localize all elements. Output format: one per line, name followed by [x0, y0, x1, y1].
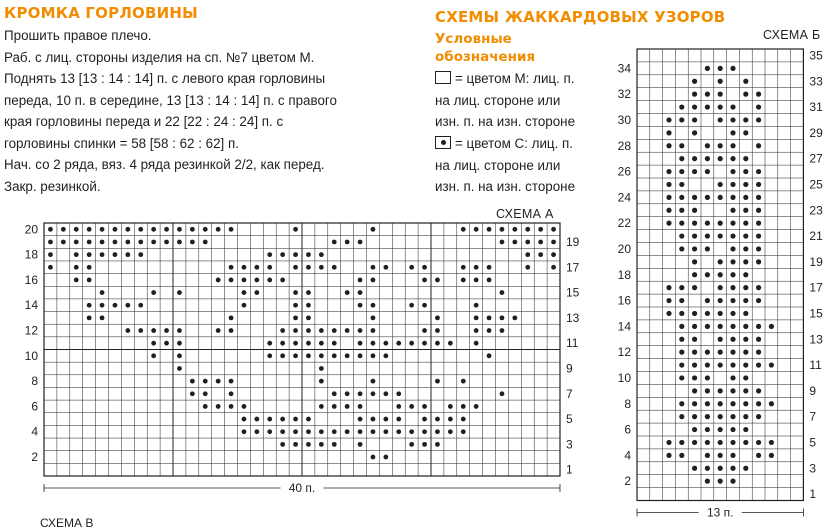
stitch-dot: [743, 182, 748, 187]
stitch-dot: [756, 414, 761, 419]
stitch-dot: [730, 195, 735, 200]
stitch-dot: [718, 350, 723, 355]
stitch-dot: [718, 66, 723, 71]
stitch-dot: [705, 453, 710, 458]
stitch-dot: [692, 324, 697, 329]
stitch-dot: [692, 130, 697, 135]
stitch-dot: [730, 169, 735, 174]
stitch-dot: [666, 440, 671, 445]
stitch-dot: [743, 324, 748, 329]
stitch-dot: [692, 414, 697, 419]
stitch-dot: [718, 479, 723, 484]
stitch-dot: [718, 156, 723, 161]
stitch-dot: [705, 350, 710, 355]
stitch-dot: [666, 453, 671, 458]
stitch-dot: [679, 169, 684, 174]
stitch-dot: [718, 337, 723, 342]
stitch-dot: [718, 427, 723, 432]
schemes-heading: СХЕМЫ ЖАККАРДОВЫХ УЗОРОВ: [435, 8, 726, 26]
stitch-dot: [743, 259, 748, 264]
instruction-line: Поднять 13 [13 : 14 : 14] п. с левого края горловины: [4, 71, 326, 86]
stitch-dot: [666, 195, 671, 200]
stitch-dot: [769, 362, 774, 367]
stitch-dot: [692, 104, 697, 109]
stitch-dot: [666, 143, 671, 148]
row-number-left: 2: [31, 450, 38, 465]
stitch-dot: [730, 298, 735, 303]
stitch-dot: [730, 362, 735, 367]
row-number-left: 16: [617, 293, 631, 308]
stitch-dot: [743, 440, 748, 445]
stitch-dot: [743, 466, 748, 471]
row-number-right: 15: [809, 306, 823, 321]
row-number-right: 5: [809, 435, 817, 450]
row-number-right: 3: [566, 437, 573, 452]
stitch-dot: [730, 350, 735, 355]
stitch-dot: [730, 117, 735, 122]
stitch-dot: [756, 337, 761, 342]
row-number-right: 11: [809, 358, 822, 373]
stitch-dot: [679, 362, 684, 367]
stitch-dot: [730, 221, 735, 226]
stitch-dot: [718, 388, 723, 393]
stitch-dot: [705, 375, 710, 380]
stitch-dot: [730, 182, 735, 187]
stitch-dot: [692, 337, 697, 342]
stitch-dot: [718, 324, 723, 329]
stitch-dot: [692, 169, 697, 174]
stitch-dot: [769, 401, 774, 406]
stitch-dot: [718, 117, 723, 122]
stitch-dot: [743, 79, 748, 84]
stitch-dot: [718, 104, 723, 109]
stitch-dot: [679, 182, 684, 187]
stitch-dot: [743, 208, 748, 213]
stitch-dot: [666, 182, 671, 187]
row-number-left: 24: [617, 190, 631, 205]
row-number-right: 9: [566, 361, 573, 376]
row-number-right: 35: [809, 48, 823, 63]
row-number-right: 3: [809, 461, 817, 476]
stitch-dot: [743, 169, 748, 174]
stitch-dot: [718, 92, 723, 97]
stitch-dot: [730, 453, 735, 458]
stitch-dot: [743, 246, 748, 251]
stitch-dot: [705, 401, 710, 406]
stitch-dot: [705, 479, 710, 484]
stitch-dot: [679, 375, 684, 380]
stitch-dot: [743, 375, 748, 380]
row-number-right: 27: [809, 151, 823, 166]
stitch-dot: [679, 195, 684, 200]
chart-a-title: СХЕМА А: [496, 207, 554, 221]
stitch-dot: [756, 221, 761, 226]
stitch-dot: [743, 414, 748, 419]
stitch-dot: [730, 401, 735, 406]
stitch-dot: [718, 182, 723, 187]
stitch-dot: [692, 285, 697, 290]
stitch-dot: [730, 104, 735, 109]
stitch-dot: [718, 401, 723, 406]
instruction-line: переда, 10 п. в середине, 13 [13 : 14 : 14] п. с правого: [4, 92, 337, 108]
row-number-left: 20: [617, 241, 631, 256]
stitch-dot: [692, 246, 697, 251]
stitch-dot: [692, 195, 697, 200]
stitch-dot: [679, 350, 684, 355]
stitch-dot: [692, 117, 697, 122]
stitch-dot: [730, 233, 735, 238]
stitch-dot: [666, 130, 671, 135]
neck-heading: КРОМКА ГОРЛОВИНЫ: [4, 4, 198, 22]
stitch-dot: [718, 285, 723, 290]
row-number-left: 32: [617, 87, 631, 102]
stitch-dot: [730, 388, 735, 393]
stitch-dot: [730, 466, 735, 471]
row-number-right: 1: [566, 462, 573, 477]
stitch-dot: [692, 272, 697, 277]
stitch-dot: [679, 414, 684, 419]
stitch-dot: [718, 259, 723, 264]
stitch-dot: [705, 427, 710, 432]
row-number-left: 6: [624, 422, 631, 437]
stitch-dot: [769, 324, 774, 329]
stitch-dot: [730, 311, 735, 316]
stitch-dot: [730, 156, 735, 161]
row-number-left: 4: [31, 424, 38, 439]
row-number-left: 34: [617, 61, 631, 76]
row-number-left: 22: [617, 216, 631, 231]
stitch-dot: [705, 233, 710, 238]
stitch-dot: [692, 350, 697, 355]
stitch-dot: [756, 324, 761, 329]
stitch-dot: [756, 233, 761, 238]
chart-b-title: СХЕМА Б: [763, 28, 821, 42]
row-number-right: 7: [809, 409, 817, 424]
stitch-dot: [666, 169, 671, 174]
instruction-line: Прошить правое плечо.: [4, 28, 152, 43]
stitch-dot: [705, 298, 710, 303]
stitch-dot: [756, 246, 761, 251]
stitch-dot: [743, 285, 748, 290]
row-number-right: 13: [809, 332, 823, 347]
instruction-line: Закр. резинкой.: [4, 178, 101, 194]
stitch-dot: [705, 156, 710, 161]
stitch-dot: [756, 117, 761, 122]
stitch-dot: [705, 66, 710, 71]
stitch-dot: [730, 414, 735, 419]
stitch-dot: [705, 324, 710, 329]
row-number-right: 21: [809, 229, 823, 244]
stitch-dot: [692, 388, 697, 393]
stitch-dot: [705, 388, 710, 393]
stitch-dot: [718, 79, 723, 84]
stitch-dot: [756, 195, 761, 200]
stitch-dot: [730, 285, 735, 290]
stitch-dot: [692, 427, 697, 432]
stitch-dot: [756, 259, 761, 264]
stitch-dot: [692, 466, 697, 471]
row-number-left: 30: [617, 112, 631, 127]
stitch-dot: [718, 311, 723, 316]
row-number-left: 10: [24, 348, 38, 363]
row-number-right: 13: [566, 310, 580, 325]
stitch-dot: [666, 311, 671, 316]
row-number-right: 31: [809, 100, 823, 115]
stitch-dot: [705, 440, 710, 445]
instruction-line: края горловины переда и 22 [22 : 24 : 24] п. с: [4, 114, 284, 129]
legend-line: = цветом М: лиц. п.: [455, 71, 575, 86]
stitch-dot: [730, 272, 735, 277]
stitch-dot: [756, 92, 761, 97]
stitch-dot: [692, 375, 697, 380]
stitch-dot: [692, 208, 697, 213]
stitch-dot: [756, 208, 761, 213]
stitch-dot: [692, 401, 697, 406]
legend-line: на лиц. стороне или: [435, 157, 561, 173]
stitch-dot: [730, 143, 735, 148]
row-number-right: 19: [809, 254, 823, 269]
stitch-dot: [743, 298, 748, 303]
stitch-dot: [679, 221, 684, 226]
stitch-dot: [756, 401, 761, 406]
stitch-dot: [718, 233, 723, 238]
stitch-dot: [718, 298, 723, 303]
stitch-dot: [730, 375, 735, 380]
stitch-dot: [756, 362, 761, 367]
stitch-dot: [705, 272, 710, 277]
stitch-dot: [756, 453, 761, 458]
row-number-right: 29: [809, 125, 823, 140]
width-label: 13 п.: [706, 505, 734, 520]
stitch-dot: [743, 130, 748, 135]
legend-line: изн. п. на изн. стороне: [435, 114, 576, 129]
stitch-dot: [756, 350, 761, 355]
stitch-dot: [730, 479, 735, 484]
instruction-line: Раб. с лиц. стороны изделия на сп. №7 цветом М.: [4, 49, 315, 65]
legend-line: = цветом С: лиц. п.: [455, 136, 574, 151]
row-number-right: 17: [809, 280, 823, 295]
legend-title-line: Условные: [435, 31, 512, 47]
stitch-dot: [666, 117, 671, 122]
stitch-dot: [743, 427, 748, 432]
stitch-dot: [705, 414, 710, 419]
row-number-left: 14: [617, 319, 631, 334]
stitch-dot: [692, 92, 697, 97]
width-label: 40 п.: [288, 481, 316, 495]
stitch-dot: [730, 337, 735, 342]
stitch-dot: [679, 233, 684, 238]
stitch-dot: [679, 104, 684, 109]
row-number-left: 4: [624, 448, 631, 463]
stitch-dot: [718, 143, 723, 148]
stitch-dot: [692, 311, 697, 316]
row-number-right: 11: [566, 336, 579, 351]
stitch-dot: [692, 440, 697, 445]
row-number-left: 16: [24, 272, 38, 287]
row-number-left: 2: [624, 474, 631, 489]
row-number-right: 25: [809, 177, 823, 192]
stitch-dot: [679, 453, 684, 458]
stitch-dot: [679, 401, 684, 406]
stitch-dot: [756, 169, 761, 174]
stitch-dot: [679, 143, 684, 148]
stitch-dot: [730, 246, 735, 251]
row-number-right: 23: [809, 203, 823, 218]
stitch-dot: [756, 440, 761, 445]
stitch-dot: [692, 79, 697, 84]
stitch-dot: [718, 440, 723, 445]
row-number-left: 8: [31, 374, 38, 389]
stitch-dot: [730, 440, 735, 445]
stitch-dot: [705, 92, 710, 97]
stitch-dot: [743, 272, 748, 277]
stitch-dot: [705, 362, 710, 367]
stitch-dot: [743, 195, 748, 200]
stitch-dot: [705, 104, 710, 109]
stitch-dot: [730, 130, 735, 135]
stitch-dot: [705, 143, 710, 148]
legend-title-line: обозначения: [435, 49, 536, 65]
stitch-dot: [666, 298, 671, 303]
stitch-dot: [705, 246, 710, 251]
stitch-dot: [756, 104, 761, 109]
stitch-dot: [679, 298, 684, 303]
row-number-left: 18: [617, 267, 631, 282]
stitch-dot: [679, 156, 684, 161]
stitch-dot: [756, 143, 761, 148]
row-number-right: 19: [566, 234, 580, 249]
row-number-right: 17: [566, 260, 580, 275]
stitch-dot: [743, 311, 748, 316]
stitch-dot: [743, 117, 748, 122]
stitch-dot: [679, 117, 684, 122]
stitch-dot: [743, 350, 748, 355]
stitch-dot: [679, 337, 684, 342]
stitch-dot: [743, 362, 748, 367]
stitch-dot: [705, 466, 710, 471]
row-number-right: 7: [566, 386, 573, 401]
row-number-left: 14: [24, 298, 38, 313]
row-number-right: 9: [809, 383, 817, 398]
stitch-dot: [718, 466, 723, 471]
row-number-left: 26: [617, 164, 631, 179]
row-number-left: 18: [24, 247, 38, 262]
stitch-dot: [718, 195, 723, 200]
stitch-dot: [743, 388, 748, 393]
row-number-right: 1: [809, 487, 817, 502]
row-number-right: 15: [566, 285, 580, 300]
stitch-dot: [718, 453, 723, 458]
stitch-dot: [705, 169, 710, 174]
stitch-dot: [756, 285, 761, 290]
stitch-dot: [679, 246, 684, 251]
stitch-dot: [679, 324, 684, 329]
stitch-dot: [692, 233, 697, 238]
stitch-dot: [692, 259, 697, 264]
stitch-dot: [718, 221, 723, 226]
stitch-dot: [679, 208, 684, 213]
row-number-left: 20: [24, 222, 38, 237]
row-number-left: 12: [617, 345, 631, 360]
stitch-dot: [666, 221, 671, 226]
instruction-line: горловины спинки = 58 [58 : 62 : 62] п.: [4, 135, 239, 151]
stitch-dot: [730, 324, 735, 329]
stitch-dot: [769, 440, 774, 445]
stitch-dot: [679, 311, 684, 316]
stitch-dot: [705, 221, 710, 226]
row-number-left: 6: [31, 399, 38, 414]
stitch-dot: [756, 388, 761, 393]
stitch-dot: [743, 221, 748, 226]
stitch-dot: [756, 182, 761, 187]
stitch-dot: [756, 298, 761, 303]
stitch-dot: [666, 208, 671, 213]
stitch-dot: [666, 285, 671, 290]
stitch-dot: [718, 414, 723, 419]
row-number-right: 5: [566, 412, 573, 427]
instruction-line: Нач. со 2 ряда, вяз. 4 ряда резинкой 2/2, как перед.: [4, 157, 325, 172]
legend-line: изн. п. на изн. стороне: [435, 179, 576, 194]
stitch-dot: [743, 337, 748, 342]
stitch-dot: [692, 156, 697, 161]
stitch-dot: [730, 427, 735, 432]
stitch-dot: [692, 221, 697, 226]
stitch-dot: [679, 440, 684, 445]
stitch-dot: [692, 362, 697, 367]
legend-line: на лиц. стороне или: [435, 92, 561, 108]
stitch-dot: [730, 208, 735, 213]
stitch-dot: [743, 92, 748, 97]
stitch-dot: [743, 156, 748, 161]
chart-c-caption: СХЕМА В: [40, 516, 94, 530]
row-number-left: 28: [617, 138, 631, 153]
row-number-right: 33: [809, 74, 823, 89]
stitch-dot: [705, 311, 710, 316]
stitch-dot: [679, 285, 684, 290]
stitch-dot: [730, 66, 735, 71]
stitch-dot: [743, 233, 748, 238]
stitch-dot: [705, 195, 710, 200]
row-number-left: 12: [24, 323, 38, 338]
row-number-left: 10: [617, 370, 631, 385]
row-number-left: 8: [624, 396, 631, 411]
stitch-dot: [769, 453, 774, 458]
stitch-dot: [743, 401, 748, 406]
stitch-dot: [718, 362, 723, 367]
stitch-dot: [718, 272, 723, 277]
stitch-dot: [730, 259, 735, 264]
